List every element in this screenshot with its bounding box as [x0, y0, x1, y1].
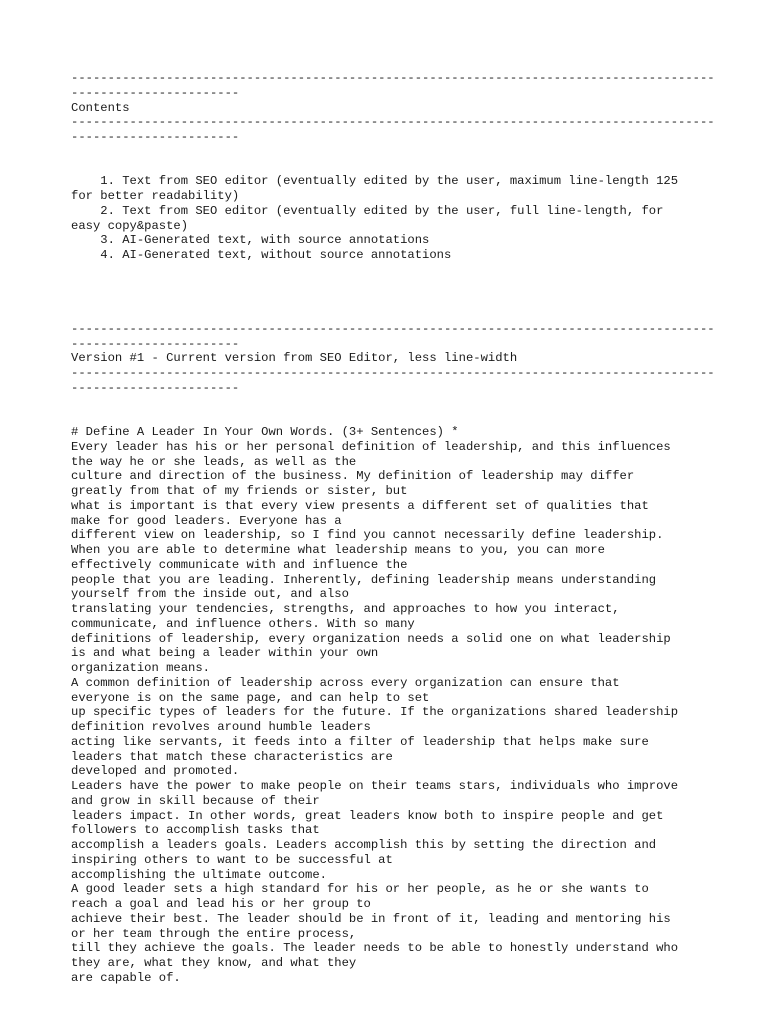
body-line: everyone is on the same page, and can help to set — [71, 690, 430, 705]
body-line: communicate, and influence others. With so many — [71, 616, 415, 631]
contents-item-line: easy copy&paste) — [71, 218, 189, 233]
divider-line: ----------------------- — [71, 336, 240, 351]
body-line: and grow in skill because of their — [71, 793, 320, 808]
version-title: Version #1 - Current version from SEO Editor, less line-width — [71, 351, 518, 366]
contents-item-line: 2. Text from SEO editor (eventually edited by the user, full line-length, for — [71, 203, 664, 218]
body-line: leaders impact. In other words, great leaders know both to inspire people and get — [71, 808, 664, 823]
body-line: yourself from the inside out, and also — [71, 587, 349, 602]
body-line: developed and promoted. — [71, 764, 240, 779]
divider-line: ---------------------------------------------------------------------------------------- — [71, 71, 715, 85]
body-line: A common definition of leadership across every organization can ensure that — [71, 675, 620, 690]
body-line: are capable of. — [71, 970, 181, 985]
body-line: inspiring others to want to be successful at — [71, 852, 393, 867]
contents-item — [71, 248, 711, 263]
contents-list — [71, 174, 711, 263]
body-line: or her team through the entire process, — [71, 926, 357, 941]
document-page — [71, 71, 715, 986]
contents-item-line: 3. AI-Generated text, with source annotations — [71, 233, 430, 248]
contents-item — [71, 233, 711, 248]
body-line: achieve their best. The leader should be in front of it, leading and mentoring his — [71, 911, 671, 926]
body-line: effectively communicate with and influence the — [71, 557, 408, 572]
divider-line: ---------------------------------------------------------------------------------------- — [71, 366, 715, 380]
body-line: Every leader has his or her personal definition of leadership, and this influences — [71, 439, 671, 454]
body-line: culture and direction of the business. My definition of leadership may differ — [71, 469, 635, 484]
contents-item-line: for better readability) — [71, 189, 240, 203]
divider-line: ----------------------- — [71, 85, 240, 100]
contents-item — [71, 204, 711, 234]
version-header — [71, 321, 715, 396]
body-line: definition revolves around humble leaders — [71, 720, 371, 734]
divider-line: ----------------------- — [71, 130, 240, 144]
divider-line: ----------------------- — [71, 380, 240, 395]
body-line: translating your tendencies, strengths, and approaches to how you interact, — [71, 602, 620, 616]
body-line: accomplishing the ultimate outcome. — [71, 867, 327, 882]
body-line: is and what being a leader within your own — [71, 646, 379, 661]
body-line: up specific types of leaders for the future. If the organizations shared leadership — [71, 705, 679, 720]
contents-item-line: 1. Text from SEO editor (eventually edited by the user, maximum line-length 125 — [71, 174, 679, 189]
body-line: Leaders have the power to make people on their teams stars, individuals who improve — [71, 779, 679, 793]
contents-item-line: 4. AI-Generated text, without source annotations — [71, 248, 452, 262]
body-text — [71, 425, 711, 986]
body-line: A good leader sets a high standard for his or her people, as he or she wants to — [71, 882, 649, 897]
body-line: different view on leadership, so I find you cannot necessarily define leadership. — [71, 528, 664, 543]
contents-title: Contents — [71, 100, 130, 115]
body-line: people that you are leading. Inherently, defining leadership means understanding — [71, 572, 657, 587]
contents-header — [71, 71, 715, 145]
body-line: greatly from that of my friends or sister, but — [71, 484, 408, 498]
body-line: make for good leaders. Everyone has a — [71, 513, 342, 528]
body-line: what is important is that every view presents a different set of qualities that — [71, 498, 649, 513]
body-line: When you are able to determine what leadership means to you, you can more — [71, 543, 605, 557]
body-line: the way he or she leads, as well as the — [71, 454, 357, 469]
body-heading: # Define A Leader In Your Own Words. (3+ Sentences) * — [71, 425, 459, 439]
body-line: reach a goal and lead his or her group to — [71, 897, 371, 911]
body-line: till they achieve the goals. The leader needs to be able to honestly understand who — [71, 941, 679, 956]
body-line: accomplish a leaders goals. Leaders accomplish this by setting the direction and — [71, 838, 657, 852]
body-line: followers to accomplish tasks that — [71, 823, 320, 838]
body-line: they are, what they know, and what they — [71, 956, 357, 970]
body-line: leaders that match these characteristics are — [71, 749, 393, 764]
body-line: organization means. — [71, 661, 210, 675]
body-line: definitions of leadership, every organization needs a solid one on what leadership — [71, 631, 671, 646]
divider-line: ---------------------------------------------------------------------------------------- — [71, 321, 715, 336]
contents-item — [71, 174, 711, 204]
body-line: acting like servants, it feeds into a filter of leadership that helps make sure — [71, 734, 649, 749]
divider-line: ---------------------------------------------------------------------------------------- — [71, 115, 715, 130]
